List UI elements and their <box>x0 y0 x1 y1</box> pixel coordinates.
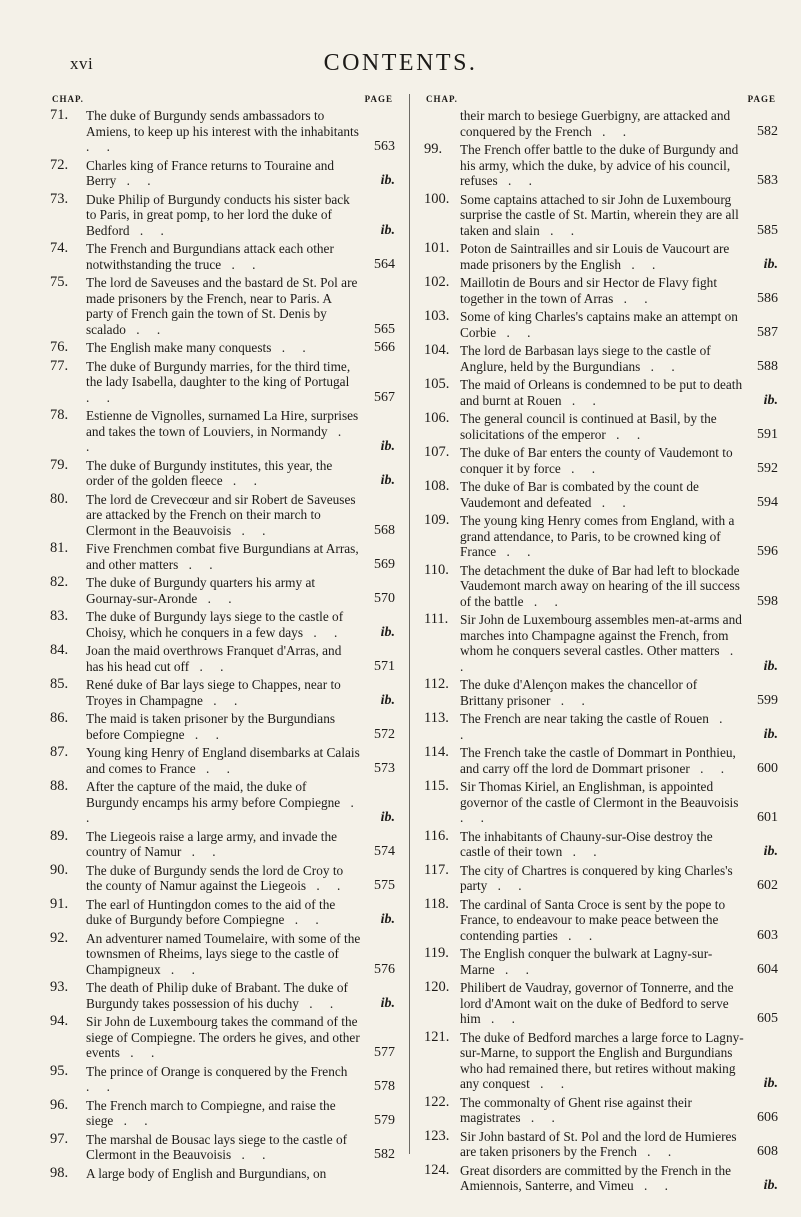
chapter-number: 114. <box>424 744 449 760</box>
entry-page: ib. <box>380 439 395 454</box>
entry-text: Young king Henry of England disembarks at Calais and comes to France <box>86 745 360 776</box>
entry-page: 567 <box>374 389 395 405</box>
entry-text: A large body of English and Burgundians, on <box>86 1165 327 1181</box>
contents-entry: 83. The duke of Burgundy lays siege to the castle of Choisy, which he conquers in a few days . . ib. <box>50 608 395 640</box>
entry-page: 588 <box>757 358 778 374</box>
entry-page: 576 <box>374 961 395 977</box>
entry-text: René duke of Bar lays siege to Chappes, near to Troyes in Champagne <box>86 677 341 708</box>
column-header <box>424 94 778 108</box>
contents-entry: 96. The French march to Compiegne, and raise the siege . . 579 <box>50 1096 395 1128</box>
chapter-number: 78. <box>50 407 69 423</box>
entry-text: The death of Philip duke of Brabant. The duke of Burgundy takes possession of his duchy <box>86 980 348 1011</box>
chapter-number: 91. <box>50 895 69 912</box>
entry-page: 598 <box>757 593 778 609</box>
chapter-number: 85. <box>50 676 69 692</box>
entry-page: 571 <box>374 658 395 674</box>
contents-entry: 111. Sir John de Luxembourg assembles men-at-arms and marches into Champagne against the French, from whom he conquers several castles. Other matters . . ib. <box>424 611 778 674</box>
chapter-number: 118. <box>424 895 449 912</box>
contents-entry: 100. Some captains attached to sir John de Luxembourg surprise the castle of St. Martin, wherein they are all taken and slain . . 585 <box>424 190 778 238</box>
chapter-number: 86. <box>50 710 69 726</box>
contents-entry: 106. The general council is continued at Basil, by the solicitations of the emperor . . 591 <box>424 410 778 442</box>
chapter-number: 121. <box>424 1028 450 1045</box>
entry-page: 568 <box>374 522 395 538</box>
running-head <box>70 50 731 84</box>
contents-entry: 119. The English conquer the bulwark at Lagny-sur-Marne . . 604 <box>424 945 778 977</box>
entry-page: ib. <box>380 624 395 640</box>
entry-page: 582 <box>757 123 778 139</box>
entry-text: Duke Philip of Burgundy conducts his sister back to Paris, in great pomp, to her lord the duke of Bedford <box>86 191 350 238</box>
contents-entry: 86. The maid is taken prisoner by the Burgundians before Compiegne . . 572 <box>50 710 395 742</box>
chapter-number: 72. <box>50 156 69 173</box>
chapter-number: 88. <box>50 778 69 794</box>
chapter-number: 96. <box>50 1096 69 1113</box>
contents-entry: 77. The duke of Burgundy marries, for the third time, the lady Isabella, daughter to the king of Portugal . . 567 <box>50 357 395 405</box>
chapter-number: 79. <box>50 456 69 473</box>
contents-entry: 118. The cardinal of Santa Croce is sent by the pope to France, to endeavour to make peace between the contending parties . . 603 <box>424 895 778 943</box>
chapter-number: 105. <box>424 376 450 392</box>
contents-entry: 97. The marshal de Bousac lays siege to the castle of Clermont in the Beauvoisis . . 582 <box>50 1130 395 1162</box>
right-entry-list <box>424 142 778 1194</box>
contents-entry: 116. The inhabitants of Chauny-sur-Oise destroy the castle of their town . . ib. <box>424 827 778 859</box>
chapter-number: 92. <box>50 929 69 946</box>
entry-page: 594 <box>757 494 778 510</box>
chapter-number: 100. <box>424 190 450 207</box>
contents-entry: 80. The lord de Crevecœur and sir Robert de Saveuses are attacked by the French on their march to Clermont in the Beauvoisis . . 568 <box>50 490 395 538</box>
entry-page: ib. <box>763 726 778 742</box>
contents-entry: 101. Poton de Saintrailles and sir Louis de Vaucourt are made prisoners by the English . . ib. <box>424 240 778 272</box>
entry-page: 608 <box>757 1144 778 1159</box>
entry-page: 602 <box>757 878 778 893</box>
entry-page: 565 <box>374 321 395 337</box>
chapter-number: 108. <box>424 478 450 494</box>
entry-text: The lord de Crevecœur and sir Robert de Saveuses are attacked by the French on their march to Clermont in the Beauvoisis <box>86 491 356 538</box>
contents-entry: 99. The French offer battle to the duke of Burgundy and his army, which the duke, by advice of his council, refuses . . 583 <box>424 141 778 188</box>
entry-page: ib. <box>380 692 395 708</box>
chapter-number: 82. <box>50 574 69 590</box>
entry-page: 599 <box>757 692 778 708</box>
contents-entry: 87. Young king Henry of England disembarks at Calais and comes to France . . 573 <box>50 744 395 776</box>
chapter-number: 76. <box>50 339 69 355</box>
contents-entry: 72. Charles king of France returns to Touraine and Berry . . ib. <box>50 156 395 188</box>
chapter-number: 111. <box>424 611 449 627</box>
contents-entry: 79. The duke of Burgundy institutes, this year, the order of the golden fleece . . ib. <box>50 456 395 488</box>
chapter-number: 83. <box>50 608 69 624</box>
entry-page: ib. <box>380 810 395 825</box>
chapter-number: 110. <box>424 561 449 578</box>
entry-page: 578 <box>374 1079 395 1094</box>
entry-page: 572 <box>374 726 395 742</box>
chap-label: CHAP. <box>426 94 458 104</box>
chapter-number: 90. <box>50 861 69 878</box>
page-label: PAGE <box>364 94 393 104</box>
entry-page: ib. <box>380 222 395 238</box>
chapter-number: 98. <box>50 1164 69 1181</box>
entry-page: 587 <box>757 324 778 340</box>
entry-text: The commonalty of Ghent rise against their magistrates <box>460 1094 692 1125</box>
chapter-number: 103. <box>424 308 450 324</box>
entry-page: 592 <box>757 460 778 476</box>
chapter-number: 94. <box>50 1013 69 1029</box>
contents-entry: 89. The Liegeois raise a large army, and invade the country of Namur . . 574 <box>50 827 395 859</box>
chapter-number: 120. <box>424 979 450 995</box>
chapter-number: 73. <box>50 190 69 207</box>
entry-text: Sir John de Luxembourg takes the command of the siege of Compiegne. The orders he gives, and other events <box>86 1014 360 1060</box>
entry-text: The English conquer the bulwark at Lagny-sur-Marne <box>460 946 713 977</box>
entry-text: Charles king of France returns to Touraine and Berry <box>86 157 335 188</box>
contents-entry: 123. Sir John bastard of St. Pol and the lord de Humieres are taken prisoners by the French . . 608 <box>424 1127 778 1159</box>
contents-entry: 76. The English make many conquests . . 566 <box>50 339 395 355</box>
entry-text: The city of Chartres is conquered by king Charles's party <box>460 862 733 893</box>
column-header <box>50 94 395 108</box>
entry-text: The general council is continued at Basil, by the solicitations of the emperor <box>460 411 717 442</box>
contents-entry: 92. An adventurer named Toumelaire, with some of the townsmen of Rheims, lays siege to the castle of Champigneux . . 576 <box>50 929 395 977</box>
contents-entry: 85. René duke of Bar lays siege to Chappes, near to Troyes in Champagne . . ib. <box>50 676 395 708</box>
chapter-number: 93. <box>50 979 69 995</box>
entry-text: The lord de Saveuses and the bastard de St. Pol are made prisoners by the French, near to Paris. A party of French gain the town of St. Denis by scalado <box>86 275 358 337</box>
chapter-number: 109. <box>424 512 450 528</box>
contents-entry: 93. The death of Philip duke of Brabant. The duke of Burgundy takes possession of his duchy . . ib. <box>50 979 395 1011</box>
entry-page: 566 <box>374 340 395 355</box>
contents-entry: 78. Estienne de Vignolles, surnamed La Hire, surprises and takes the town of Louviers, in Normandy . . ib. <box>50 407 395 454</box>
contents-entry: 74. The French and Burgundians attack each other notwithstanding the truce . . 564 <box>50 240 395 272</box>
contents-entry: 71. The duke of Burgundy sends ambassadors to Amiens, to keep up his interest with the inhabitants . . 563 <box>50 107 395 154</box>
chapter-number: 107. <box>424 444 450 460</box>
chapter-number: 87. <box>50 744 69 760</box>
column-divider <box>409 94 410 1154</box>
entry-page: 585 <box>757 222 778 238</box>
entry-text: Five Frenchmen combat five Burgundians at Arras, and other matters <box>86 541 359 572</box>
entry-text: The young king Henry comes from England, with a grand attendance, to Paris, to be crowned king of France <box>460 513 735 559</box>
contents-entry <box>50 1166 395 1182</box>
chapter-number: 119. <box>424 945 449 961</box>
contents-entry: 90. The duke of Burgundy sends the lord de Croy to the county of Namur against the Liegeois . . 575 <box>50 861 395 893</box>
chapter-number: 99. <box>424 141 443 157</box>
chapter-number: 89. <box>50 827 69 844</box>
chapter-number: 113. <box>424 710 449 726</box>
chapter-number: 81. <box>50 540 69 556</box>
chap-label: CHAP. <box>52 94 84 104</box>
chapter-number: 116. <box>424 827 449 844</box>
entry-page: 606 <box>757 1110 778 1125</box>
entry-page: ib. <box>380 995 395 1011</box>
entry-text: The French and Burgundians attack each other notwithstanding the truce <box>86 241 334 272</box>
entry-text: The duke d'Alençon makes the chancellor of Brittany prisoner <box>460 677 698 708</box>
entry-page: 563 <box>374 139 395 154</box>
page-number: xvi <box>70 54 94 73</box>
entry-text: The duke of Bar is combated by the count de Vaudemont and defeated <box>460 479 699 510</box>
chapter-number: 74. <box>50 240 69 256</box>
contents-entry: 112. The duke d'Alençon makes the chancellor of Brittany prisoner . . 599 <box>424 676 778 708</box>
entry-page: ib. <box>763 1076 778 1091</box>
contents-entry: 95. The prince of Orange is conquered by the French . . 578 <box>50 1062 395 1094</box>
entry-text: Sir John de Luxembourg assembles men-at-arms and marches into Champagne against the French, from whom he conquers several castles. Other matters <box>460 612 742 658</box>
entry-text: The English make many conquests <box>86 340 272 355</box>
entry-page: ib. <box>763 658 778 674</box>
entry-page: 573 <box>374 760 395 776</box>
entry-text: The maid of Orleans is condemned to be put to death and burnt at Rouen <box>460 377 743 408</box>
entry-page: 600 <box>757 760 778 776</box>
entry-page: 601 <box>757 810 778 825</box>
entry-text: An adventurer named Toumelaire, with some of the townsmen of Rheims, lays siege to the castle of Champigneux <box>86 930 361 977</box>
contents-columns <box>50 94 778 1194</box>
contents-entry: 124. Great disorders are committed by the French in the Amiennois, Santerre, and Vimeu . . ib. <box>424 1161 778 1193</box>
contents-entry: 114. The French take the castle of Dommart in Ponthieu, and carry off the lord de Dommart prisoner . . 600 <box>424 744 778 776</box>
chapter-number: 97. <box>50 1130 69 1147</box>
chapter-number: 95. <box>50 1062 69 1079</box>
chapter-number: 124. <box>424 1161 450 1178</box>
entry-page: 574 <box>374 844 395 859</box>
contents-entry: 117. The city of Chartres is conquered by king Charles's party . . 602 <box>424 861 778 893</box>
entry-text: Some captains attached to sir John de Luxembourg surprise the castle of St. Martin, wherein they are all taken and slain <box>460 191 739 238</box>
entry-page: ib. <box>380 173 395 188</box>
entry-page: 579 <box>374 1113 395 1128</box>
page-title: CONTENTS. <box>323 50 478 76</box>
continued-entry: their march to besiege Guerbigny, are attacked and conquered by the French . . 582 <box>460 108 778 139</box>
entry-text: Great disorders are committed by the French in the Amiennois, Santerre, and Vimeu <box>460 1162 732 1193</box>
contents-entry: 103. Some of king Charles's captains make an attempt on Corbie . . 587 <box>424 308 778 340</box>
entry-page: ib. <box>380 473 395 488</box>
contents-entry: 94. Sir John de Luxembourg takes the command of the siege of Compiegne. The orders he gives, and other events . . 577 <box>50 1013 395 1060</box>
entry-page: 586 <box>757 290 778 306</box>
page-label: PAGE <box>747 94 776 104</box>
contents-entry: 110. The detachment the duke of Bar had left to blockade Vaudemont march away on hearing of the ill success of the battle . . 598 <box>424 561 778 609</box>
entry-text: The duke of Burgundy sends the lord de Croy to the county of Namur against the Liegeois <box>86 862 344 893</box>
chapter-number: 122. <box>424 1093 450 1110</box>
contents-entry: 105. The maid of Orleans is condemned to be put to death and burnt at Rouen . . ib. <box>424 376 778 408</box>
contents-entry: 121. The duke of Bedford marches a large force to Lagny-sur-Marne, to support the English and Burgundians who had remained there, but retires without making any conquest . . ib. <box>424 1028 778 1091</box>
chapter-number: 104. <box>424 342 450 358</box>
entry-text: The duke of Burgundy lays siege to the castle of Choisy, which he conquers in a few days <box>86 609 344 640</box>
entry-text: The French march to Compiegne, and raise the siege <box>86 1097 336 1128</box>
entry-page: 570 <box>374 590 395 606</box>
entry-text: The Liegeois raise a large army, and invade the country of Namur <box>86 828 338 859</box>
contents-entry: 84. Joan the maid overthrows Franquet d'Arras, and has his head cut off . . 571 <box>50 642 395 674</box>
chapter-number: 102. <box>424 274 450 290</box>
contents-entry: 81. Five Frenchmen combat five Burgundians at Arras, and other matters . . 569 <box>50 540 395 572</box>
contents-entry: 91. The earl of Huntingdon comes to the aid of the duke of Burgundy before Compiegne . . ib. <box>50 895 395 927</box>
contents-entry: 75. The lord de Saveuses and the bastard de St. Pol are made prisoners by the French, near to Paris. A party of French gain the town of St. Denis by scalado . . 565 <box>50 274 395 337</box>
entry-page: 604 <box>757 961 778 977</box>
entry-page: ib. <box>763 1178 778 1193</box>
contents-entry: 82. The duke of Burgundy quarters his army at Gournay-sur-Aronde . . 570 <box>50 574 395 606</box>
contents-entry: 108. The duke of Bar is combated by the count de Vaudemont and defeated . . 594 <box>424 478 778 510</box>
entry-page: 582 <box>374 1147 395 1162</box>
entry-page: 596 <box>757 544 778 559</box>
chapter-number: 75. <box>50 274 69 290</box>
entry-text: Sir Thomas Kiriel, an Englishman, is appointed governor of the castle of Clermont in the Beauvoisis <box>460 779 739 810</box>
entry-page: ib. <box>763 844 778 859</box>
chapter-number: 112. <box>424 676 449 692</box>
left-column <box>50 94 395 1194</box>
entry-text: Sir John bastard of St. Pol and the lord de Humieres are taken prisoners by the French <box>460 1128 737 1159</box>
entry-page: ib. <box>763 256 778 272</box>
entry-page: 575 <box>374 878 395 893</box>
contents-entry: 115. Sir Thomas Kiriel, an Englishman, is appointed governor of the castle of Clermont in the Beauvoisis . . 601 <box>424 778 778 825</box>
right-column <box>424 94 778 1194</box>
contents-entry: 73. Duke Philip of Burgundy conducts his sister back to Paris, in great pomp, to her lord the duke of Bedford . . ib. <box>50 190 395 238</box>
contents-entry: 88. After the capture of the maid, the duke of Burgundy encamps his army before Compiegne . . ib. <box>50 778 395 825</box>
entry-text: Estienne de Vignolles, surnamed La Hire, surprises and takes the town of Louviers, in Normandy <box>86 408 359 439</box>
entry-page: 577 <box>374 1045 395 1060</box>
entry-text: The duke of Burgundy quarters his army at Gournay-sur-Aronde <box>86 575 316 606</box>
chapter-number: 123. <box>424 1127 450 1144</box>
entry-text: The maid is taken prisoner by the Burgundians before Compiegne <box>86 711 336 742</box>
chapter-number: 71. <box>50 107 69 123</box>
entry-text: After the capture of the maid, the duke of Burgundy encamps his army before Compiegne <box>86 779 341 810</box>
entry-text: The cardinal of Santa Croce is sent by the pope to France, to endeavour to make peace between the contending parties <box>460 896 726 943</box>
chapter-number: 77. <box>50 357 69 374</box>
entry-page: 603 <box>757 927 778 943</box>
contents-entry: 109. The young king Henry comes from England, with a grand attendance, to Paris, to be crowned king of France . . 596 <box>424 512 778 559</box>
entry-text: The duke of Bar enters the county of Vaudemont to conquer it by force <box>460 445 733 476</box>
entry-text: The French offer battle to the duke of Burgundy and his army, which the duke, by advice of his council, refuses <box>460 142 739 188</box>
entry-text: Maillotin de Bours and sir Hector de Flavy fight together in the town of Arras <box>460 275 718 306</box>
entry-text: The French take the castle of Dommart in Ponthieu, and carry off the lord de Dommart prisoner <box>460 745 736 776</box>
contents-entry: 102. Maillotin de Bours and sir Hector de Flavy fight together in the town of Arras . . 586 <box>424 274 778 306</box>
entry-text: The earl of Huntingdon comes to the aid of the duke of Burgundy before Compiegne <box>86 896 336 927</box>
chapter-number: 115. <box>424 778 449 794</box>
contents-entry: 107. The duke of Bar enters the county of Vaudemont to conquer it by force . . 592 <box>424 444 778 476</box>
contents-entry: 104. The lord de Barbasan lays siege to the castle of Anglure, held by the Burgundians . . 588 <box>424 342 778 374</box>
entry-text: The lord de Barbasan lays siege to the castle of Anglure, held by the Burgundians <box>460 343 711 374</box>
entry-text: Poton de Saintrailles and sir Louis de Vaucourt are made prisoners by the English <box>460 241 730 272</box>
entry-text: The duke of Burgundy institutes, this year, the order of the golden fleece <box>86 457 333 488</box>
contents-entry: 122. The commonalty of Ghent rise against their magistrates . . 606 <box>424 1093 778 1125</box>
entry-text: The inhabitants of Chauny-sur-Oise destroy the castle of their town <box>460 828 713 859</box>
entry-text: their march to besiege Guerbigny, are attacked and conquered by the French <box>460 108 731 139</box>
entry-page: 605 <box>757 1011 778 1026</box>
entry-text: The French are near taking the castle of Rouen <box>460 711 709 726</box>
chapter-number: 106. <box>424 410 450 426</box>
entry-text: The duke of Burgundy sends ambassadors to Amiens, to keep up his interest with the inhabitants <box>86 108 359 139</box>
entry-page: ib. <box>763 392 778 408</box>
entry-text: Some of king Charles's captains make an attempt on Corbie <box>460 309 738 340</box>
entry-text: The prince of Orange is conquered by the French <box>86 1063 348 1079</box>
entry-text: Philibert de Vaudray, governor of Tonnerre, and the lord d'Amont wait on the duke of Bedford to serve him <box>460 980 734 1026</box>
entry-page: 591 <box>757 426 778 442</box>
left-entry-list <box>50 108 395 1181</box>
entry-text: The duke of Bedford marches a large force to Lagny-sur-Marne, to support the English and Burgundians who had remained there, but retires without making any conquest <box>460 1029 744 1091</box>
entry-text: The detachment the duke of Bar had left to blockade Vaudemont march away on hearing of the ill success of the battle <box>460 562 740 609</box>
contents-entry: 120. Philibert de Vaudray, governor of Tonnerre, and the lord d'Amont wait on the duke of Bedford to serve him . . 605 <box>424 979 778 1026</box>
contents-entry: 113. The French are near taking the castle of Rouen . . ib. <box>424 710 778 742</box>
entry-text: The duke of Burgundy marries, for the third time, the lady Isabella, daughter to the king of Portugal <box>86 358 351 389</box>
chapter-number: 101. <box>424 240 450 256</box>
chapter-number: 117. <box>424 861 449 878</box>
entry-text: The marshal de Bousac lays siege to the castle of Clermont in the Beauvoisis <box>86 1131 348 1162</box>
entry-page: ib. <box>380 912 395 927</box>
entry-page: 583 <box>757 173 778 188</box>
chapter-number: 84. <box>50 642 69 658</box>
entry-page: 569 <box>374 556 395 572</box>
entry-text: Joan the maid overthrows Franquet d'Arras, and has his head cut off <box>86 643 342 674</box>
chapter-number: 80. <box>50 490 69 507</box>
entry-page: 564 <box>374 256 395 272</box>
